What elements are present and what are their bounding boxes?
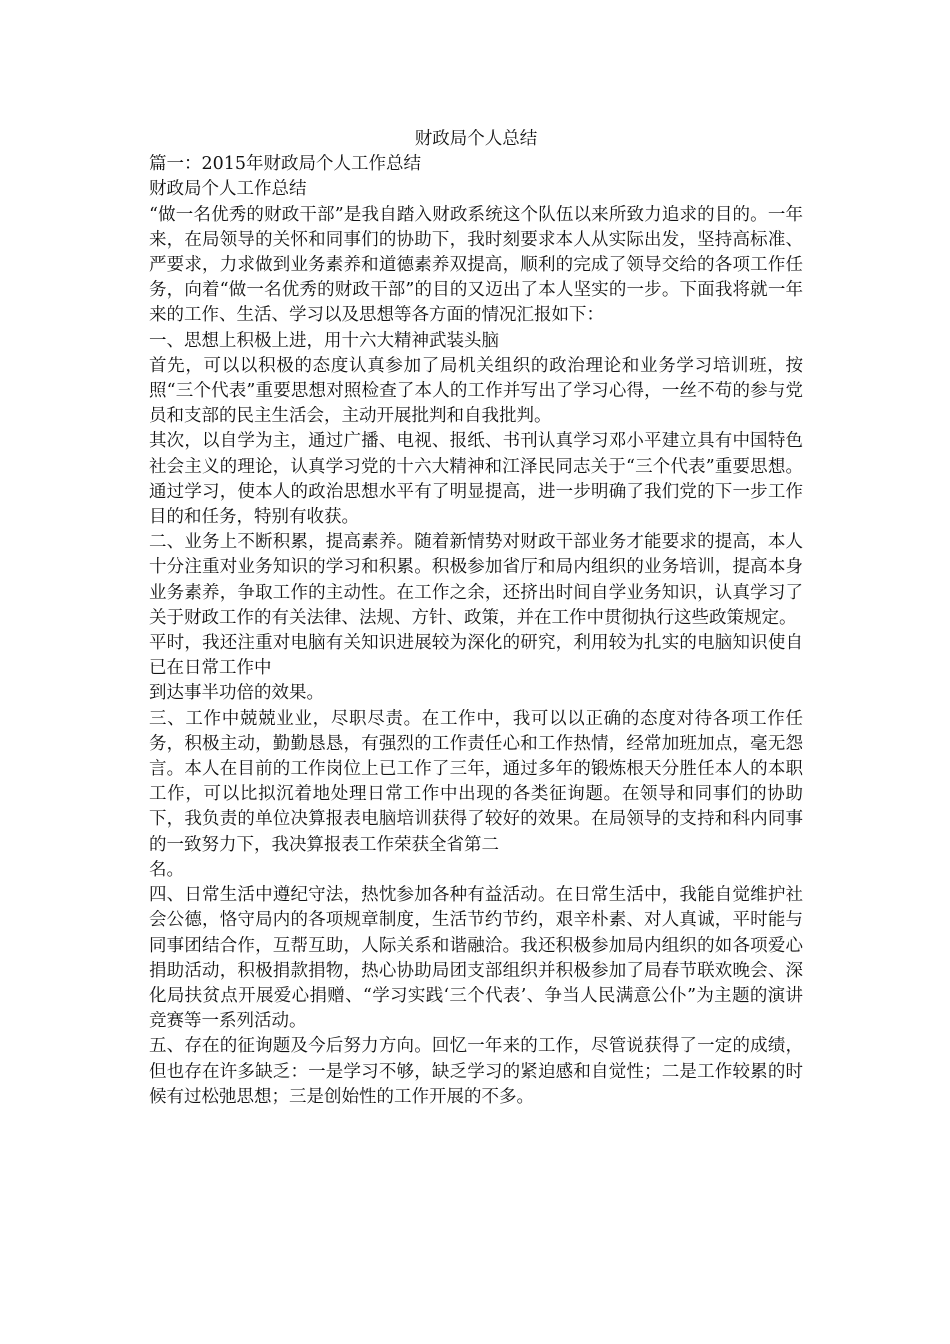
paragraph-first: 首先，可以以积极的态度认真参加了局机关组织的政治理论和业务学习培训班，按照“三个代表”重要思想对照检查了本人的工作并写出了学习心得，一丝不苟的参与党员和支部的民主生活会，主动开展批判和自我批判。 — [149, 355, 803, 427]
paragraph-second: 其次，以自学为主，通过广播、电视、报纸、书刊认真学习邓小平建立具有中国特色社会主义的理论，认真学习党的十六大精神和江泽民同志关于“三个代表”重要思想。通过学习，使本人的政治思想水平有了明显提高，进一步明确了我们党的下一步工作目的和任务，特别有收获。 — [149, 431, 803, 528]
paragraph-intro: “做一名优秀的财政干部”是我自踏入财政系统这个队伍以来所致力追求的目的。一年来，在局领导的关怀和同事们的协助下，我时刻要求本人从实际出发，坚持高标准、严要求，力求做到业务素养和道德素养双提高，顺利的完成了领导交给的各项工作任务，向着“做一名优秀的财政干部”的目的又迈出了本人坚实的一步。下面我将就一年来的工作、生活、学习以及思想等各方面的情况汇报如下： — [149, 204, 803, 326]
document-heading: 财政局个人工作总结 — [149, 179, 307, 200]
document-page — [149, 127, 803, 1110]
section-4-paragraph: 四、日常生活中遵纪守法，热忱参加各种有益活动。在日常生活中，我能自觉维护社会公德，恪守局内的各项规章制度，生活节约节约，艰辛朴素、对人真诚，平时能与同事团结合作，互帮互助，人际关系和谐融洽。我还积极参加局内组织的如各项爱心捐助活动，积极捐款捐物，热心协助局团支部组织并积极参加了局春节联欢晚会、深化局扶贫点开展爱心捐赠、“学习实践‘三个代表’、争当人民满意公仆”为主题的演讲竞赛等一系列活动。 — [149, 885, 803, 1032]
section-3-paragraph: 三、工作中兢兢业业，尽职尽责。在工作中，我可以以正确的态度对待各项工作任务，积极主动，勤勤恳恳，有强烈的工作责任心和工作热情，经常加班加点，毫无怨言。本人在目前的工作岗位上已工作了三年，通过多年的锻炼根天分胜任本人的本职工作，可以比拟沉着地处理日常工作中出现的各类征询题。在领导和同事们的协助下，我负责的单位决算报表电脑培训获得了较好的效果。在局领导的支持和科内同事的一致努力下，我决算报表工作荣获全省第二 — [149, 708, 803, 855]
section-2-paragraph: 二、业务上不断积累，提高素养。随着新情势对财政干部业务才能要求的提高，本人十分注重对业务知识的学习和积累。积极参加省厅和局内组织的业务培训，提高本身业务素养，争取工作的主动性。在工作之余，还挤出时间自学业务知识，认真学习了关于财政工作的有关法律、法规、方针、政策，并在工作中贯彻执行这些政策规定。 — [149, 532, 803, 628]
document-title: 财政局个人总结 — [414, 129, 538, 149]
document-subtitle: 篇一：2015年财政局个人工作总结 — [149, 154, 422, 175]
section-heading-1: 一、思想上积极上进，用十六大精神武装头脑 — [149, 330, 499, 351]
section-5-paragraph: 五、存在的征询题及今后努力方向。回忆一年来的工作，尽管说获得了一定的成绩，但也存在许多缺乏：一是学习不够，缺乏学习的紧迫感和自觉性；二是工作较累的时候有过松弛思想；三是创始性的工作开展的不多。 — [149, 1036, 803, 1107]
section-3-paragraph-cont: 名。 — [149, 859, 184, 880]
paragraph-computer: 平时，我还注重对电脑有关知识进展较为深化的研究，利用较为扎实的电脑知识使自已在日常工作中 — [149, 633, 803, 679]
paragraph-computer-cont: 到达事半功倍的效果。 — [149, 683, 324, 704]
